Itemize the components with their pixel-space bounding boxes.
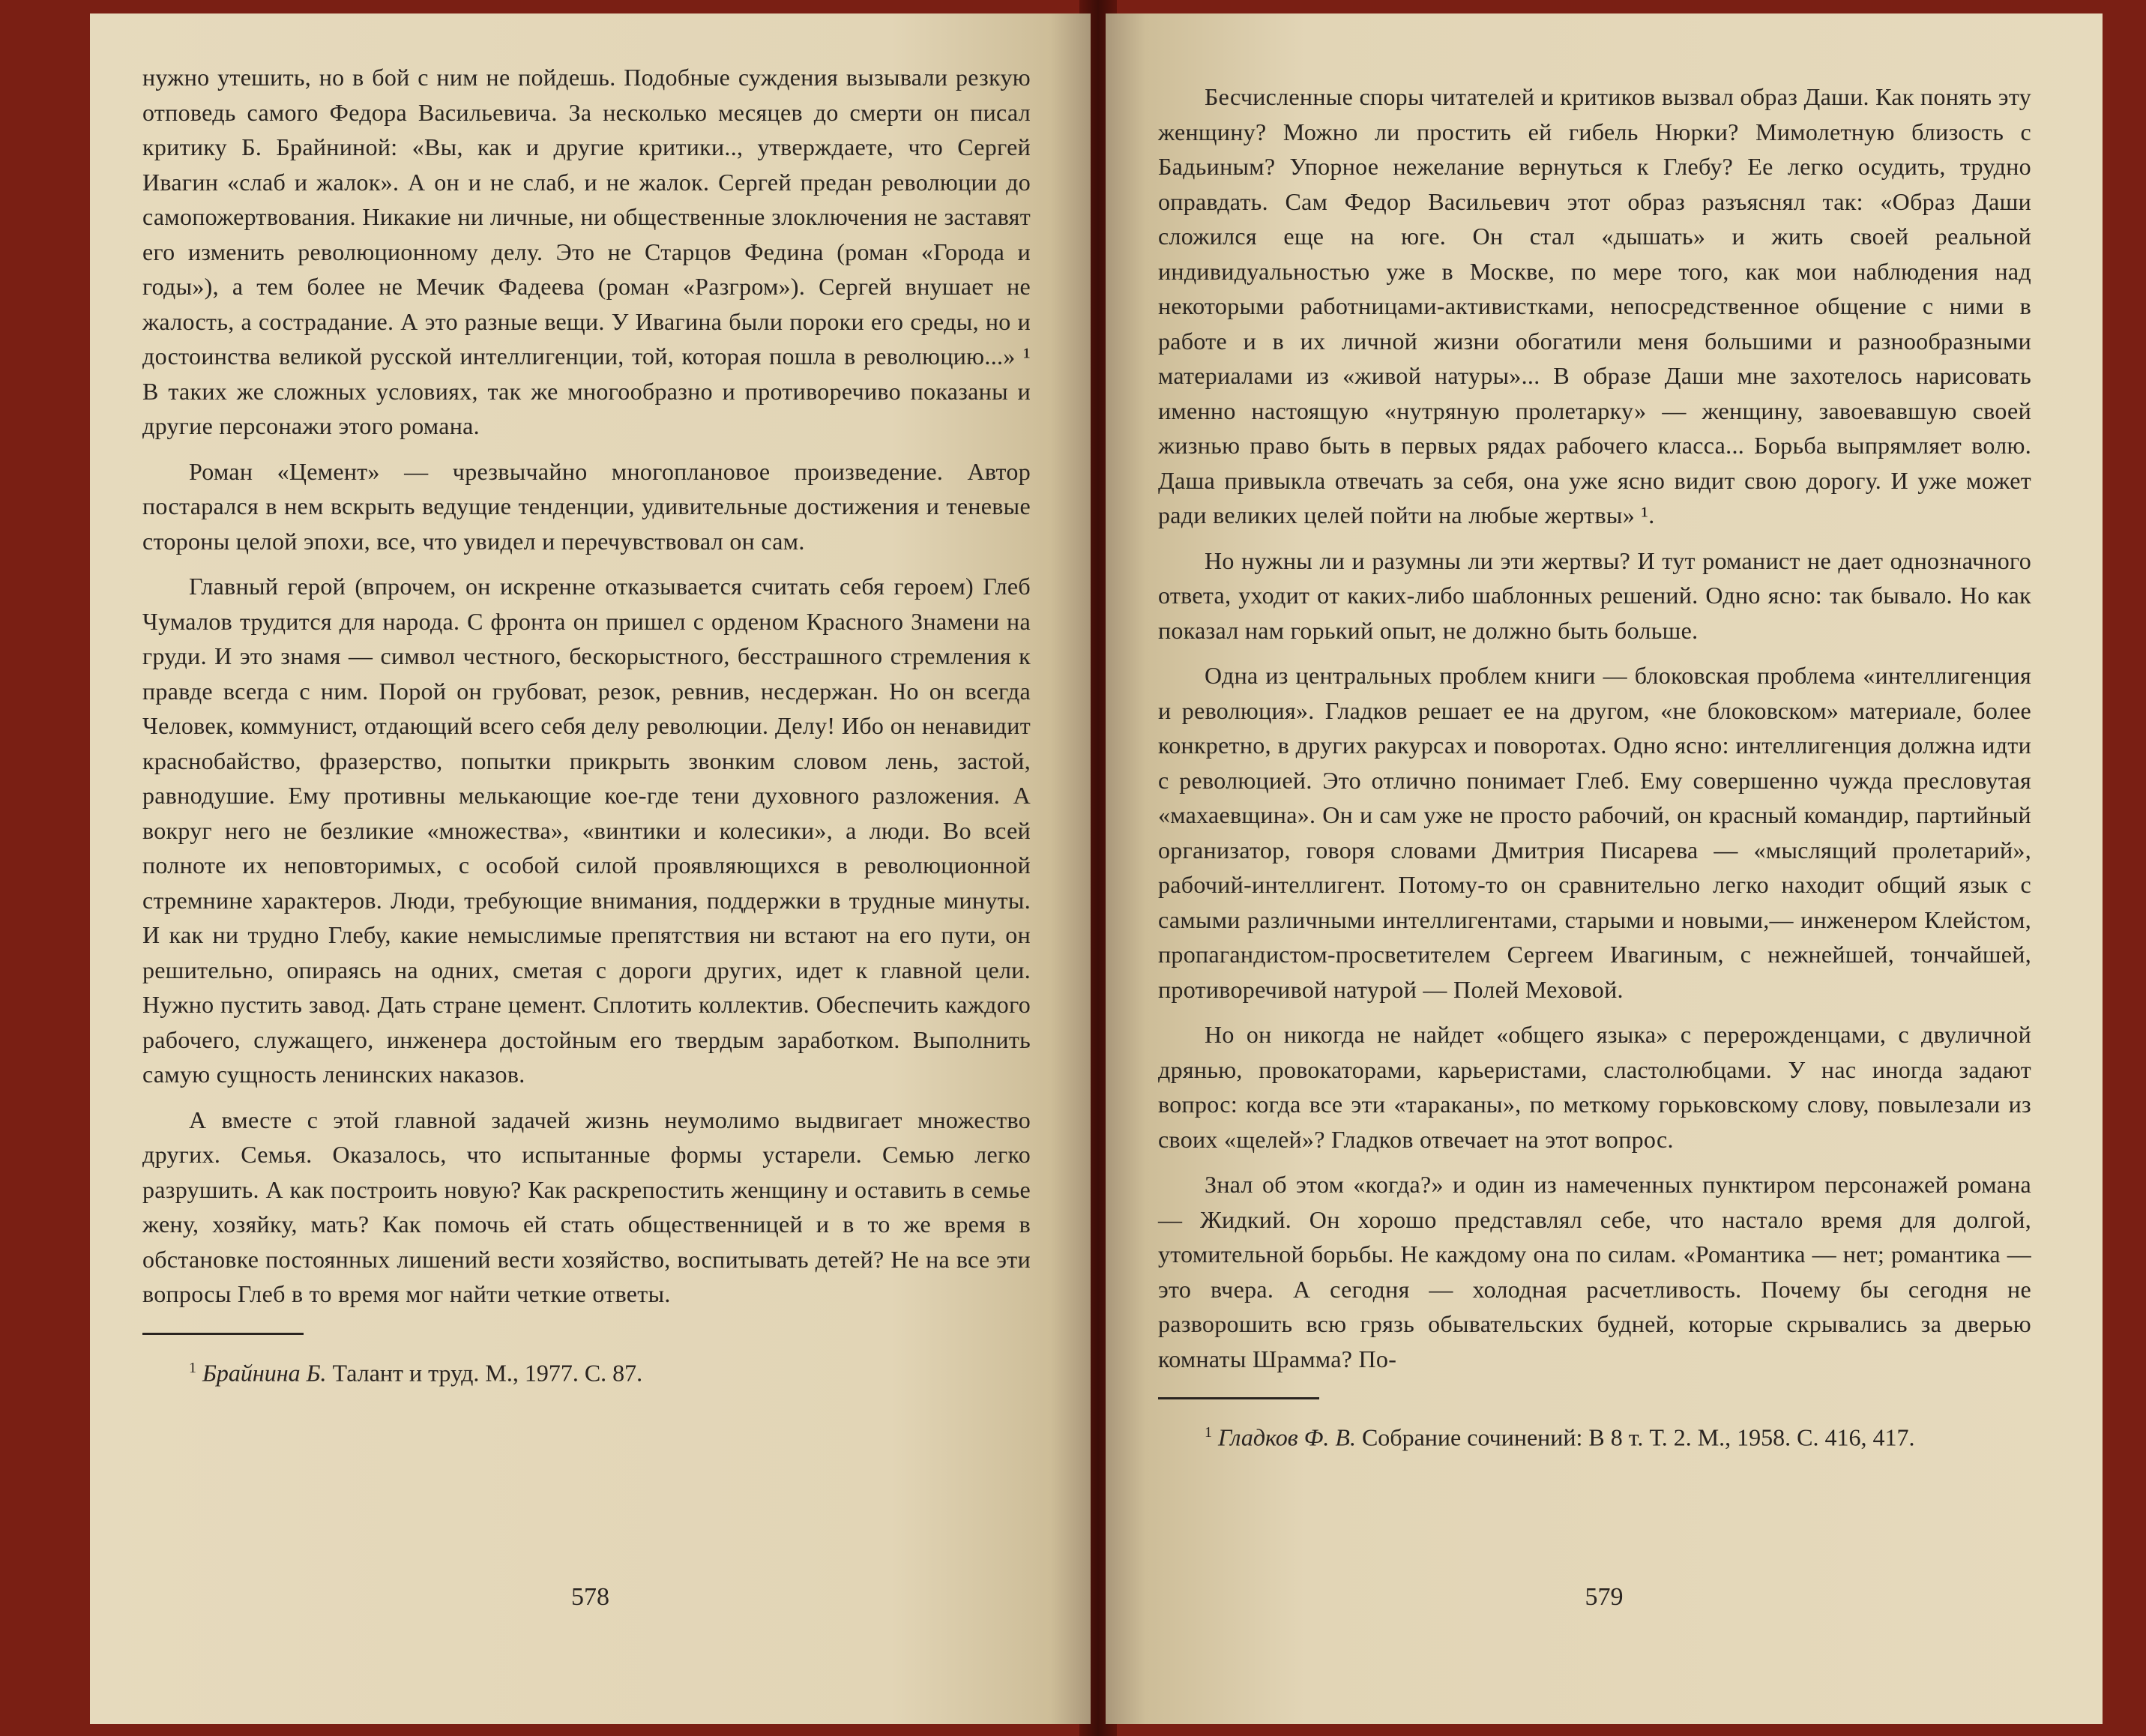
left-paragraph-1: нужно утешить, но в бой с ним не пойдешь. Подобные суждения вызывали резкую отповедь самого Федора Васильевича. За несколько месяцев до смерти он писал критику Б. Брайниной: «Вы, как и другие критики.., утверждаете, что Сергей Ивагин «слаб и жалок». А он и не слаб, и не жалок. Сергей предан революции до самопожертвования. Никакие ни личные, ни общественные злоключения не заставят его изменить революционному делу. Это не Старцов Федина (роман «Города и годы»), а тем более не Мечик Фадеева (роман «Разгром»). Сергей внушает не жалость, а сострадание. А это разные вещи. У Ивагина были пороки его среды, но и достоинства великой русской интеллигенции, той, которая пошла в революцию...» ¹ В таких же сложных условиях, так же многообразно и противоречиво показаны и другие персонажи этого романа. <box>142 64 1031 439</box>
right-paragraph-3: Одна из центральных проблем книги — блоковская проблема «интеллигенция и революция». Гладков решает ее на другом, «не блоковском» материале, более конкретно, в других ракурсах и поворотах. Одно ясно: интеллигенция должна идти с революцией. Это отлично понимает Глеб. Ему совершенно чужда пресловутая «махаевщина». Он и сам уже не просто рабочий, он красный командир, партийный организатор, говоря словами Дмитрия Писарева — «мыслящий пролетарий», рабочий-интеллигент. Потому-то он сравнительно легко находит общий язык с самыми различными интеллигентами, старыми и новыми,— инженером Клейстом, пропагандистом-просветителем Сергеем Ивагиным, с нежнейшей, тончайшей, противоречивой натурой — Полей Меховой. <box>1158 662 2031 1003</box>
left-paragraph-2: Роман «Цемент» — чрезвычайно многоплановое произведение. Автор постарался в нем вскрыть ведущие тенденции, удивительные достижения и теневые стороны целой эпохи, все, что увидел и перечувствовал он сам. <box>142 457 1031 555</box>
right-footnote-mark: 1 <box>1205 1424 1212 1441</box>
left-footnote-rule <box>142 1333 304 1335</box>
right-paragraph-4: Но он никогда не найдет «общего языка» с перерожденцами, с двуличной дрянью, провокаторами, карьеристами, сластолюбцами. У нас иногда задают вопрос: когда все эти «тараканы», по меткому горьковскому слову, повылезали из своих «щелей»? Гладков отвечает на этот вопрос. <box>1158 1021 2031 1153</box>
right-paragraph-2: Но нужны ли и разумны ли эти жертвы? И тут романист не дает однозначного ответа, уходит от каких-либо шаблонных решений. Одно ясно: так бывало. Но как показал нам горький опыт, не должно быть больше. <box>1158 546 2031 644</box>
left-footnote-author: Брайнина Б. <box>202 1359 327 1387</box>
right-paragraph-5: Знал об этом «когда?» и один из намеченных пунктиром персонажей романа — Жидкий. Он хорошо представлял себе, что настало время для долгой, утомительной борьбы. Не каждому она по силам. «Романтика — нет; романтика — это вчера. А сегодня — холодная расчетливость. Почему бы сегодня не разворошить всю грязь обывательских будней, которые скрывались за дверью комнаты Шрамма? По- <box>1158 1171 2031 1372</box>
right-footnote-text: Собрание сочинений: В 8 т. Т. 2. М., 1958. С. 416, 417. <box>1361 1423 1915 1451</box>
left-paragraph-4: А вместе с этой главной задачей жизнь неумолимо выдвигает множество других. Семья. Оказалось, что испытанные формы устарели. Семью легко разрушить. А как построить новую? Как раскрепостить женщину и оставить в семье жену, хозяйку, мать? Как помочь ей стать общественницей и в то же время в обстановке постоянных лишений вести хозяйство, воспитывать детей? Не на все эти вопросы Глеб в то время мог найти четкие ответы. <box>142 1106 1031 1307</box>
left-paragraph-3: Главный герой (впрочем, он искренне отказывается считать себя героем) Глеб Чумалов трудится для народа. С фронта он пришел с орденом Красного Знамени на груди. И это знамя — символ честного, бескорыстного, бесстрашного стремления к правде всегда с ним. Порой он грубоват, резок, ревнив, несдержан. Но он всегда Человек, коммунист, отдающий всего себя делу революции. Делу! Ибо он ненавидит краснобайство, фразерство, попытки прикрыть звонким словом лень, застой, равнодушие. Ему противны мелькающие кое-где тени духовного разложения. А вокруг него не безликие «множества», «винтики и колесики», а люди. Во всей полноте их неповторимых, с особой силой проявляющихся в революционной стремнине характеров. Люди, требующие внимания, поддержки в трудные минуты. И как ни трудно Глебу, какие немыслимые препятствия ни встают на его пути, он решительно, опираясь на одних, сметая с дороги других, идет к главной цели. Нужно пустить завод. Дать стране цемент. Сплотить коллектив. Обеспечить каждого рабочего, служащего, инженера достойным его твердым заработком. Выполнить самую сущность ленинских наказов. <box>142 573 1031 1088</box>
right-page <box>1106 13 2103 1724</box>
right-paragraph-1: Бесчисленные споры читателей и критиков вызвал образ Даши. Как понять эту женщину? Можно ли простить ей гибель Нюрки? Мимолетную близость с Бадьиным? Упорное нежелание вернуться к Глебу? Ее легко осудить, трудно оправдать. Сам Федор Васильевич этот образ разъяснял так: «Образ Даши сложился еще на юге. Он стал «дышать» и жить своей реальной индивидуальностью уже в Москве, по мере того, как мои наблюдения над некоторыми работницами-активистками, непосредственное общение с ними в работе и в их личной жизни обогатили меня большими и разнообразными материалами из «живой натуры»... В образе Даши мне захотелось нарисовать именно настоящую «нутряную пролетарку» — женщину, завоевавшую своей жизнью право быть в первых рядах рабочего класса... Борьба выпрямляет волю. Даша привыкла отвечать за себя, она уже ясно видит свою дорогу. И уже может ради великих целей пойти на любые жертвы» ¹. <box>1158 83 2031 528</box>
left-page <box>90 13 1091 1724</box>
right-footnote-author: Гладков Ф. В. <box>1218 1423 1356 1451</box>
right-page-number: 579 <box>1585 1583 1624 1611</box>
left-footnote-text: Талант и труд. М., 1977. С. 87. <box>332 1359 643 1387</box>
right-footnote <box>1158 1416 2031 1454</box>
left-footnote <box>142 1351 1031 1390</box>
left-footnote-mark: 1 <box>189 1359 196 1376</box>
right-page-body <box>1158 79 2031 1454</box>
left-page-body <box>142 60 1031 1389</box>
left-page-number: 578 <box>571 1583 609 1611</box>
right-footnote-rule <box>1158 1397 1319 1399</box>
